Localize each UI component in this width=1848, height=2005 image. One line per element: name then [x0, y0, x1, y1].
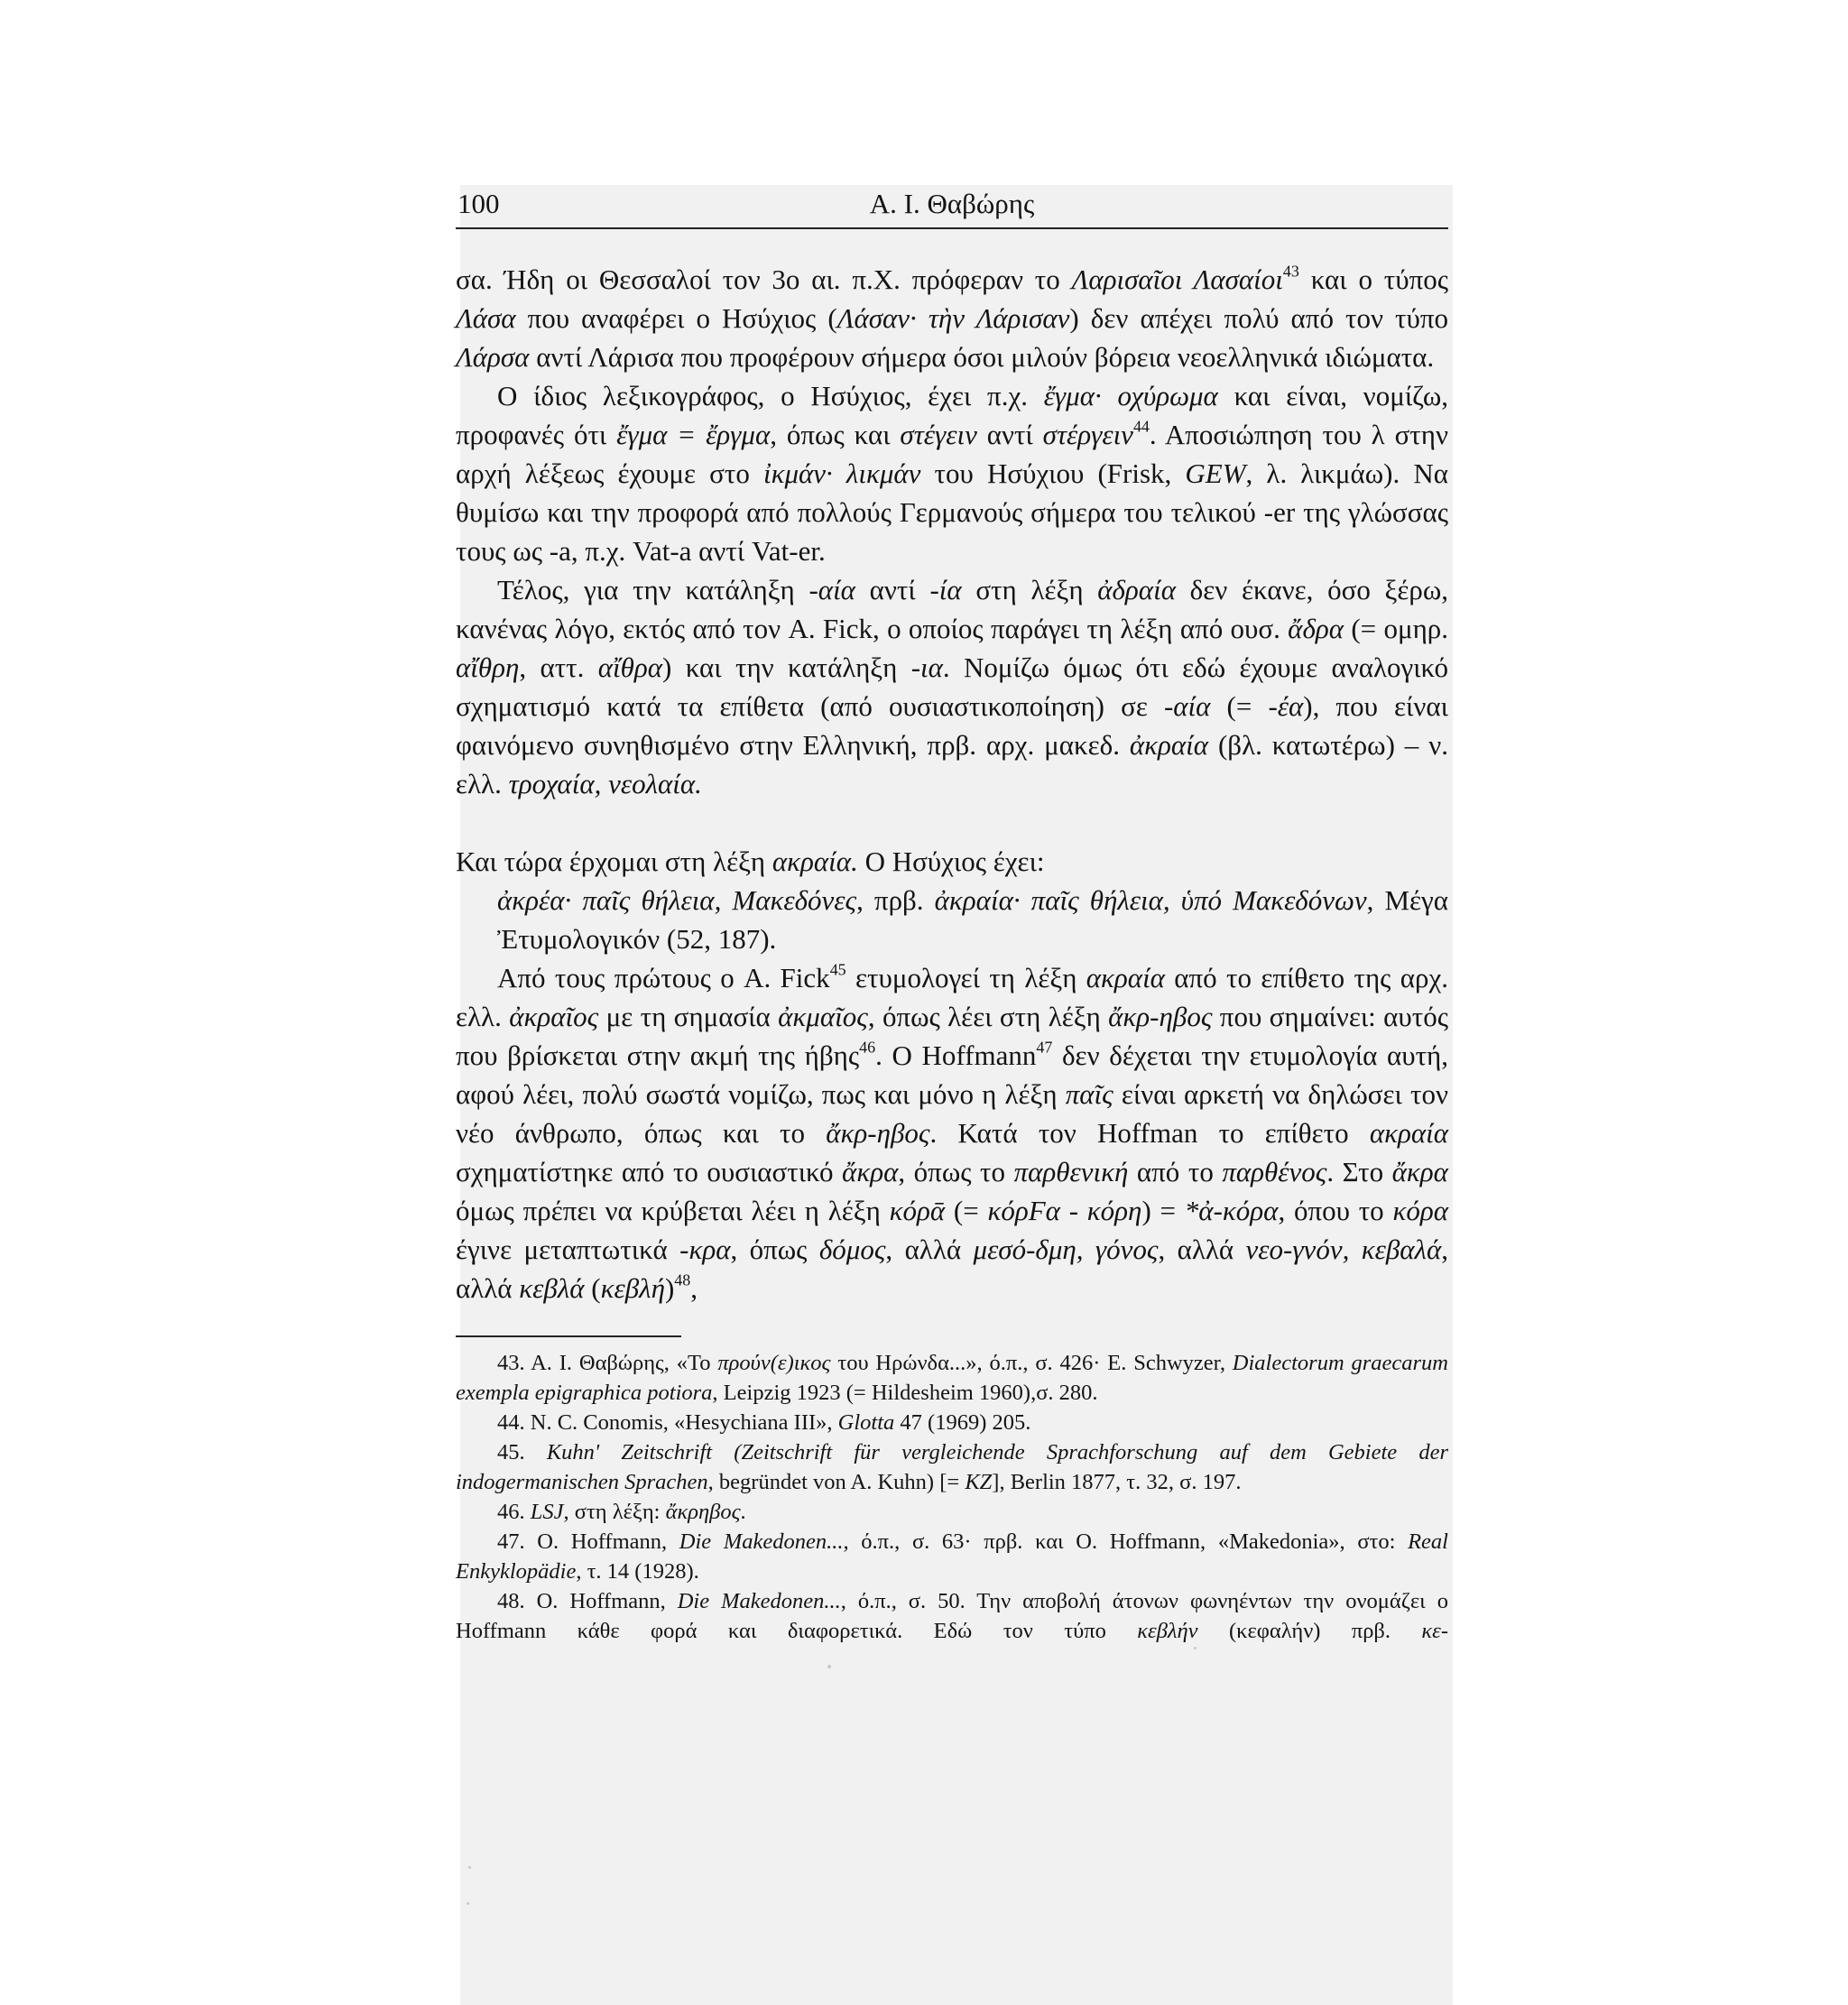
footnote-ref: 48	[674, 1270, 691, 1289]
text-run: , αλλά	[456, 1233, 1448, 1304]
italic-run: ἄδρα	[1288, 613, 1344, 644]
text-run: 48. O. Hoffmann,	[497, 1589, 678, 1613]
text-run: , Leipzig 1923 (= Hildesheim 1960),σ. 280.	[712, 1381, 1098, 1405]
text-run: , αλλά	[1158, 1233, 1246, 1265]
italic-run: Kuhn' Zeitschrift (Zeitschrift für vergleichende Sprachforschung auf dem Gebiete der indogermanischen Sprachen	[456, 1440, 1448, 1494]
text-run: ], Berlin 1877, τ. 32, σ. 197.	[992, 1470, 1242, 1494]
text-run: , όπως και	[770, 419, 901, 450]
text-run: 44. N. C. Conomis, «Hesychiana III»,	[497, 1410, 838, 1435]
text-run: που σημαίνει: αυτός που βρίσκεται στην ακμή της ήβης	[456, 1001, 1448, 1071]
italic-run: κεβλά	[519, 1272, 585, 1304]
text-run: . Κατά τον Hoffman το επίθετο	[929, 1117, 1370, 1149]
italic-run: μεσό-δμη, γόνος	[973, 1233, 1159, 1265]
italic-run: ἔγμα = ἔργμα	[616, 419, 771, 450]
italic-run: ἔγμα· οχύρωμα	[1043, 380, 1218, 411]
italic-run: προύν(ε)ικος	[717, 1351, 831, 1375]
italic-run: ἄκρηβος	[665, 1500, 741, 1524]
footnote-ref: 45	[829, 960, 846, 979]
italic-run: Die Makedonen...	[677, 1589, 841, 1613]
text-run: ,	[690, 1272, 698, 1304]
italic-run: LSJ	[530, 1500, 564, 1524]
text-run: και ο τύπος	[1298, 263, 1449, 295]
text-run: . Ο Hoffmann	[875, 1039, 1037, 1071]
scan-speck	[467, 1902, 469, 1905]
text-run: (= ομηρ.	[1344, 613, 1449, 644]
text-run: του Ηρώνδα...», ό.π., σ. 426· E. Schwyzer,	[830, 1351, 1233, 1375]
italic-run: δόμος	[818, 1233, 886, 1265]
footnote-47	[456, 1527, 1448, 1586]
italic-run: ἰκμάν· λικμάν	[762, 457, 921, 489]
italic-run: -ια	[910, 651, 943, 683]
text-run: έγινε μεταπτωτικά	[456, 1233, 680, 1265]
text-run: στη λέξη	[961, 574, 1098, 605]
text-run: (=	[945, 1195, 988, 1226]
para-6	[456, 958, 1448, 1307]
italic-run: Λάσαν· τὴν Λάρισαν	[836, 302, 1070, 334]
italic-run: παρθένος	[1222, 1156, 1327, 1187]
text-run: . Αποσιώπηση του λ στην αρχή λέξεως έχουμε στο	[456, 419, 1448, 489]
para-3	[456, 570, 1448, 803]
text-run: . Στο	[1326, 1156, 1392, 1187]
italic-run: ἀδραία	[1097, 574, 1176, 605]
italic-run: κεβλήν	[1137, 1619, 1198, 1643]
italic-run: -ία	[929, 574, 962, 605]
text-run: 47 (1969) 205.	[894, 1410, 1031, 1435]
text-run: 47. O. Hoffmann,	[497, 1529, 679, 1554]
italic-run: -κρα	[679, 1233, 731, 1265]
text-run: 43. Α. Ι. Θαβώρης, «Το	[497, 1351, 718, 1375]
text-run: , όπως λέει στη λέξη	[867, 1001, 1109, 1032]
page-content	[456, 180, 1448, 1646]
italic-run: κόρᾱ	[889, 1195, 946, 1226]
italic-run: *ἀ-κόρα	[1184, 1195, 1279, 1226]
italic-run: ἄκρα	[842, 1156, 899, 1187]
text-run: ), που είναι φαινόμενο συνηθισμένο στην Ελληνική, πρβ. αρχ. μακεδ.	[456, 690, 1448, 761]
italic-run: Λαρισαῖοι Λασαίοι	[1071, 263, 1283, 295]
text-run: .	[740, 1500, 746, 1524]
running-title: Α. Ι. Θαβώρης	[869, 188, 1035, 219]
text-run: , begründet von A. Kuhn) [=	[707, 1470, 966, 1494]
footnote-ref: 47	[1036, 1038, 1053, 1057]
italic-run: νεο-γνόν, κεβαλά	[1245, 1233, 1442, 1265]
italic-run: ακραία	[1369, 1117, 1448, 1149]
text-run: από το επίθετο της αρχ. ελλ.	[456, 962, 1448, 1032]
text-run: είναι αρκετή να δηλώσει τον νέο άνθρωπο, όπως και το	[456, 1078, 1448, 1149]
para-4	[456, 842, 1448, 881]
text-run: , ό.π., σ. 63· πρβ. και O. Hoffmann, «Makedonia», στο:	[843, 1529, 1409, 1554]
italic-run: κε-	[1421, 1619, 1448, 1643]
text-run: , λ. λικμάω). Να θυμίσω και την προφορά από πολλούς Γερμανούς σήμερα του τελικού -er της γλώσσας τους ως -a, π.χ. Vat-a αντί Vat-er.	[456, 457, 1448, 567]
text-run: Ο ίδιος λεξικογράφος, ο Ησύχιος, έχει π.χ.	[497, 380, 1044, 411]
italic-run: -αία	[1163, 690, 1211, 722]
text-run: που αναφέρει ο Ησύχιος (	[515, 302, 837, 334]
footnote-ref: 44	[1132, 417, 1150, 436]
text-run: σχηματίστηκε από το ουσιαστικό	[456, 1156, 843, 1187]
italic-run: στέγειν	[900, 419, 977, 450]
text-run: Τέλος, για την κατάληξη	[497, 574, 809, 605]
italic-run: -έα	[1268, 690, 1304, 722]
text-run: (	[584, 1272, 601, 1304]
para-1	[456, 260, 1448, 376]
italic-run: Glotta	[837, 1410, 895, 1435]
italic-run: GEW	[1185, 457, 1246, 489]
text-run: )	[664, 1272, 675, 1304]
text-run: , πρβ.	[856, 884, 935, 916]
italic-run: παρθενική	[1013, 1156, 1129, 1187]
italic-run: κεβλή	[600, 1272, 665, 1304]
text-run: Και τώρα έρχομαι στη λέξη	[456, 845, 772, 877]
italic-run: Dialectorum graecarum exempla epigraphica potiora	[456, 1351, 1448, 1405]
text-run: σα. Ήδη οι Θεσσαλοί τον 3ο αι. π.Χ. πρόφεραν το	[456, 263, 1072, 295]
body-text	[456, 260, 1448, 1307]
footnote-rule	[456, 1335, 681, 1337]
text-run: ) =	[1141, 1195, 1185, 1226]
footnote-44	[456, 1408, 1448, 1437]
footnotes	[456, 1348, 1448, 1646]
page-number: 100	[457, 188, 500, 219]
text-run: , ό.π., σ. 50. Την αποβολή άτονων φωνηέντων την ονομάζει ο Hoffmann κάθε φορά και διαφορετικά. Εδώ τον τύπο	[456, 1589, 1448, 1643]
italic-run: αἴθρη	[456, 651, 520, 683]
footnote-45	[456, 1437, 1448, 1497]
italic-run: παῖς	[1065, 1078, 1113, 1110]
scan-speck	[468, 1866, 471, 1869]
text-run: ετυμολογεί τη λέξη	[845, 962, 1086, 993]
text-run: , όπου το	[1278, 1195, 1393, 1226]
text-run: ) δεν απέχει πολύ από τον τύπο	[1069, 302, 1448, 334]
text-run: από το	[1128, 1156, 1223, 1187]
footnote-46	[456, 1497, 1448, 1527]
italic-run: τροχαία, νεολαία.	[508, 768, 702, 799]
italic-run: Λάρσα	[456, 341, 530, 373]
text-run: (βλ. κατωτέρω) – ν. ελλ.	[456, 729, 1448, 799]
text-run: , αττ.	[519, 651, 598, 683]
footnote-48	[456, 1586, 1448, 1646]
text-run: 45.	[497, 1440, 547, 1464]
italic-run: ακραία.	[772, 845, 858, 877]
italic-run: ἄκρα	[1391, 1156, 1448, 1187]
text-run: , Μέγα Ἐτυμολογικόν (52, 187).	[497, 884, 1448, 955]
italic-run: Real Enkyklopädie	[456, 1529, 1448, 1584]
footnote-ref: 43	[1282, 262, 1299, 281]
running-header	[456, 180, 1448, 229]
text-run: , τ. 14 (1928).	[576, 1559, 699, 1584]
italic-run: ἀκρέα· παῖς θήλεια, Μακεδόνες	[497, 884, 857, 916]
text-run: με τη σημασία	[598, 1001, 779, 1032]
text-run: (κεφαλήν) πρβ.	[1197, 1619, 1422, 1643]
text-run: όμως πρέπει να κρύβεται λέει η λέξη	[456, 1195, 890, 1226]
text-run: ) και την κατάληξη	[662, 651, 911, 683]
italic-run: ἄκρ-ηβος	[826, 1117, 930, 1149]
italic-run: στέργειν	[1042, 419, 1133, 450]
italic-run: ἀκραία	[1129, 729, 1209, 761]
italic-run: Λάσα	[456, 302, 516, 334]
italic-run: ἀκραῖος	[509, 1001, 599, 1032]
para-5	[456, 881, 1448, 958]
text-run: και είναι, νομίζω, προφανές ότι	[456, 380, 1449, 450]
text-run: , στη λέξη:	[563, 1500, 666, 1524]
text-run: Ο Ησύχιος έχει:	[857, 845, 1045, 877]
text-run: 46.	[497, 1500, 531, 1524]
italic-run: ἀκμαῖος	[778, 1001, 868, 1032]
italic-run: Die Makedonen...	[679, 1529, 844, 1554]
italic-run: κόρα	[1392, 1195, 1448, 1226]
italic-run: κόρϜα - κόρη	[987, 1195, 1142, 1226]
text-run: Από τους πρώτους ο A. Fick	[497, 962, 830, 993]
text-run: , αλλά	[885, 1233, 974, 1265]
text-run: δεν έκανε, όσο ξέρω, κανένας λόγο, εκτός από τον A. Fick, ο οποίος παράγει τη λέξη από ουσ.	[456, 574, 1449, 644]
italic-run: ἀκραία· παῖς θήλεια, ὑπό Μακεδόνων	[934, 884, 1367, 916]
text-run: δεν δέχεται την ετυμολογία αυτή, αφού λέει, πολύ σωστά νομίζω, πως και μόνο η λέξη	[456, 1039, 1448, 1110]
text-run: αντί Λάρισα που προφέρουν σήμερα όσοι μιλούν βόρεια νεοελληνικά ιδιώματα.	[529, 341, 1435, 373]
italic-run: ἄκρ-ηβος	[1108, 1001, 1213, 1032]
text-run: , όπως το	[898, 1156, 1014, 1187]
italic-run: ακραία	[1086, 962, 1165, 993]
italic-run: -αία	[808, 574, 855, 605]
para-2	[456, 376, 1448, 570]
text-run: του Ησύχιου (Frisk,	[920, 457, 1186, 489]
footnote-43	[456, 1348, 1448, 1408]
scan-speck	[827, 1665, 831, 1668]
italic-run: αἴθρα	[597, 651, 663, 683]
scan-speck	[1194, 1647, 1197, 1649]
text-run: . Νομίζω όμως ότι εδώ έχουμε αναλογικό σχηματισμό κατά τα επίθετα (από ουσιαστικοποίηση) σε	[456, 651, 1448, 722]
text-run: αντί	[976, 419, 1043, 450]
italic-run: KZ	[965, 1470, 993, 1494]
text-run: , όπως	[730, 1233, 819, 1265]
text-run: αντί	[855, 574, 930, 605]
text-run: (=	[1210, 690, 1269, 722]
footnote-ref: 46	[859, 1038, 876, 1057]
